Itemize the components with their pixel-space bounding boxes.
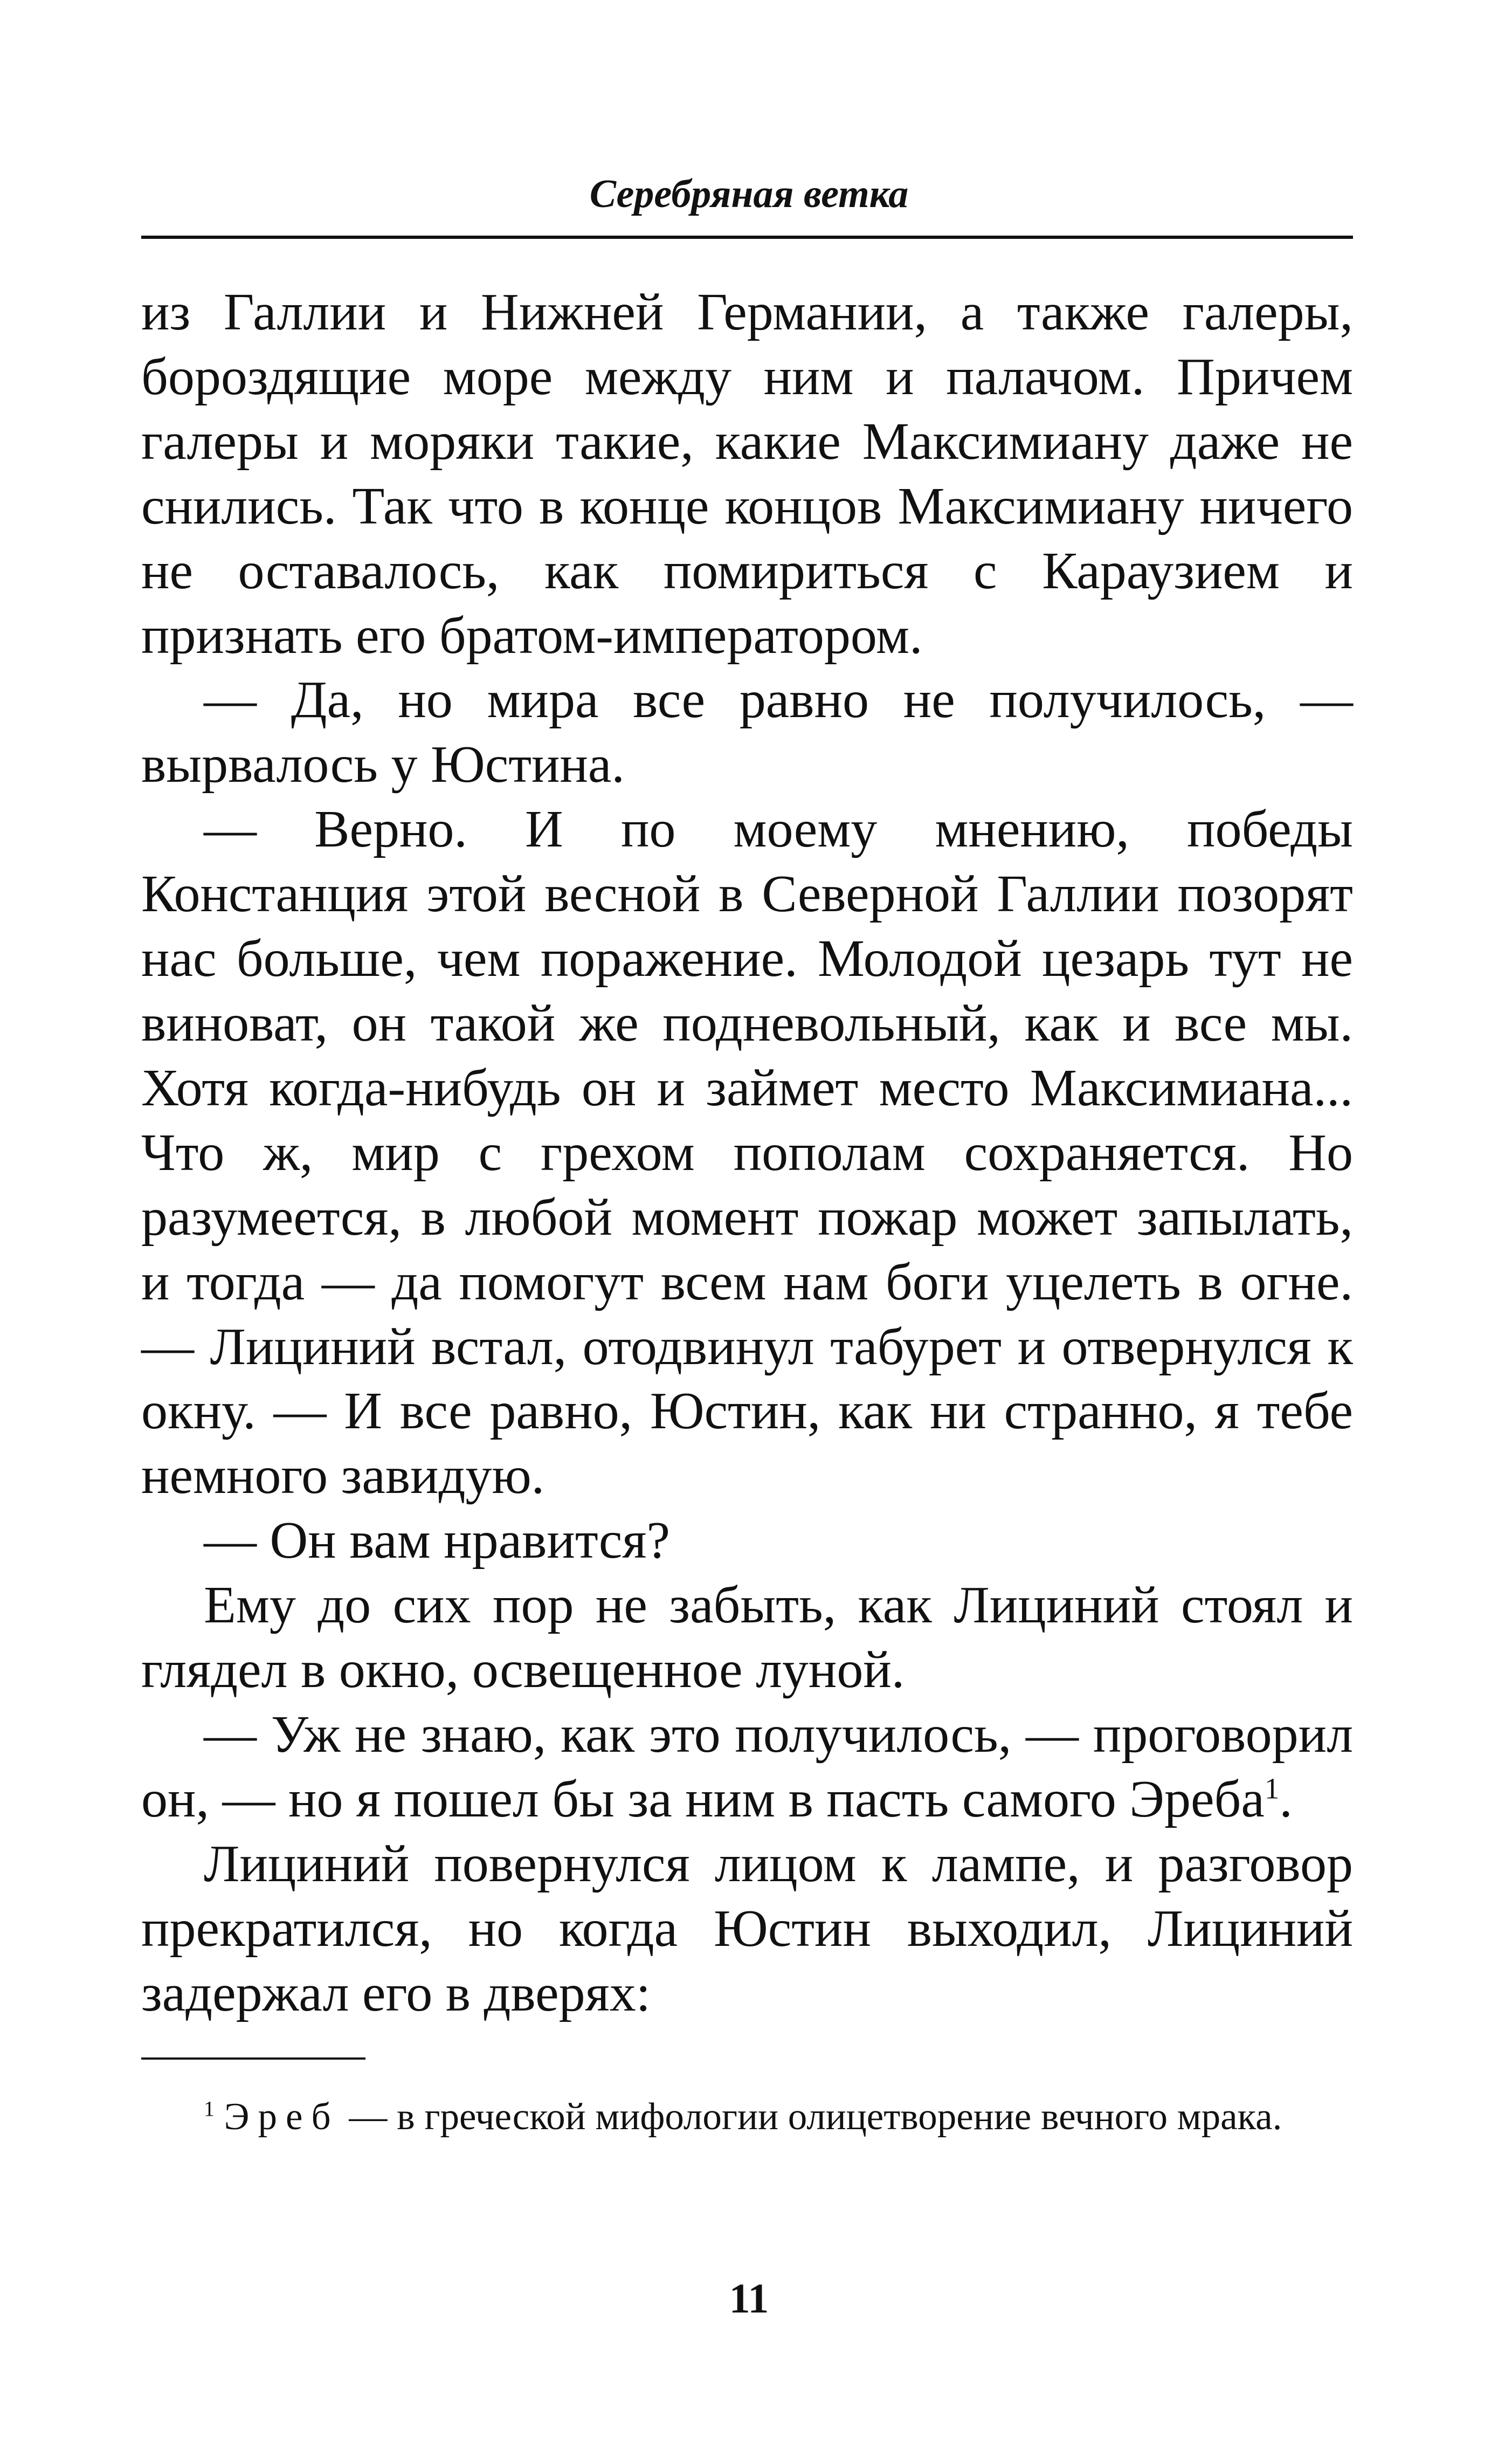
footnote-marker: 1 [204,2097,215,2121]
paragraph-3: — Верно. И по моему мнению, победы Констанция этой весной в Северной Галлии позорят нас больше, чем поражение. Молодой цезарь тут не виноват, он такой же подневольный, как и все мы. Хотя когда-нибудь он и займет место Максимиана... Что ж, мир с грехом пополам сохраняется. Но разумеется, в любой момент пожар может запылать, и тогда — да помогут всем нам боги уцелеть в огне. — Лициний встал, отодвинул табурет и отвернулся к окну. — И все равно, Юстин, как ни странно, я тебе немного завидую. [141,800,1353,1505]
body-text [141,280,1353,2026]
header-rule [141,236,1353,239]
paragraph-6-end: . [1279,1770,1293,1828]
paragraph-1: из Галлии и Нижней Германии, а также галеры, бороздящие море между ним и палачом. Причем галеры и моряки такие, какие Максимиану даже не снились. Так что в конце концов Максимиану ничего не оставалось, как помириться с Караузием и признать его братом-императором. [141,283,1353,665]
paragraph-5: Ему до сих пор не забыть, как Лициний стоял и глядел в окно, освещенное луной. [141,1576,1353,1699]
footnote-rule [141,2057,365,2060]
page-number: 11 [729,2275,769,2322]
paragraph-6 [141,1703,1353,1832]
footnote [141,2090,1353,2144]
paragraph-7: Лициний повернулся лицом к лампе, и разговор прекратился, но когда Юстин выходил, Лициний задержал его в дверях: [141,1834,1353,2022]
footnote-term: Эреб [224,2096,340,2138]
footnote-text: — в греческой мифологии олицетворение вечного мрака. [339,2096,1282,2138]
paragraph-4: — Он вам нравится? [204,1511,670,1570]
running-head: Серебряная ветка [589,172,909,216]
paragraph-2: — Да, но мира все равно не получилось, — вырвалось у Юстина. [141,671,1353,794]
paragraph-6-text: — Уж не знаю, как это получилось, — проговорил он, — но я пошел бы за ним в пасть самого Эреба [141,1705,1353,1828]
footnote-reference: 1 [1264,1772,1280,1805]
